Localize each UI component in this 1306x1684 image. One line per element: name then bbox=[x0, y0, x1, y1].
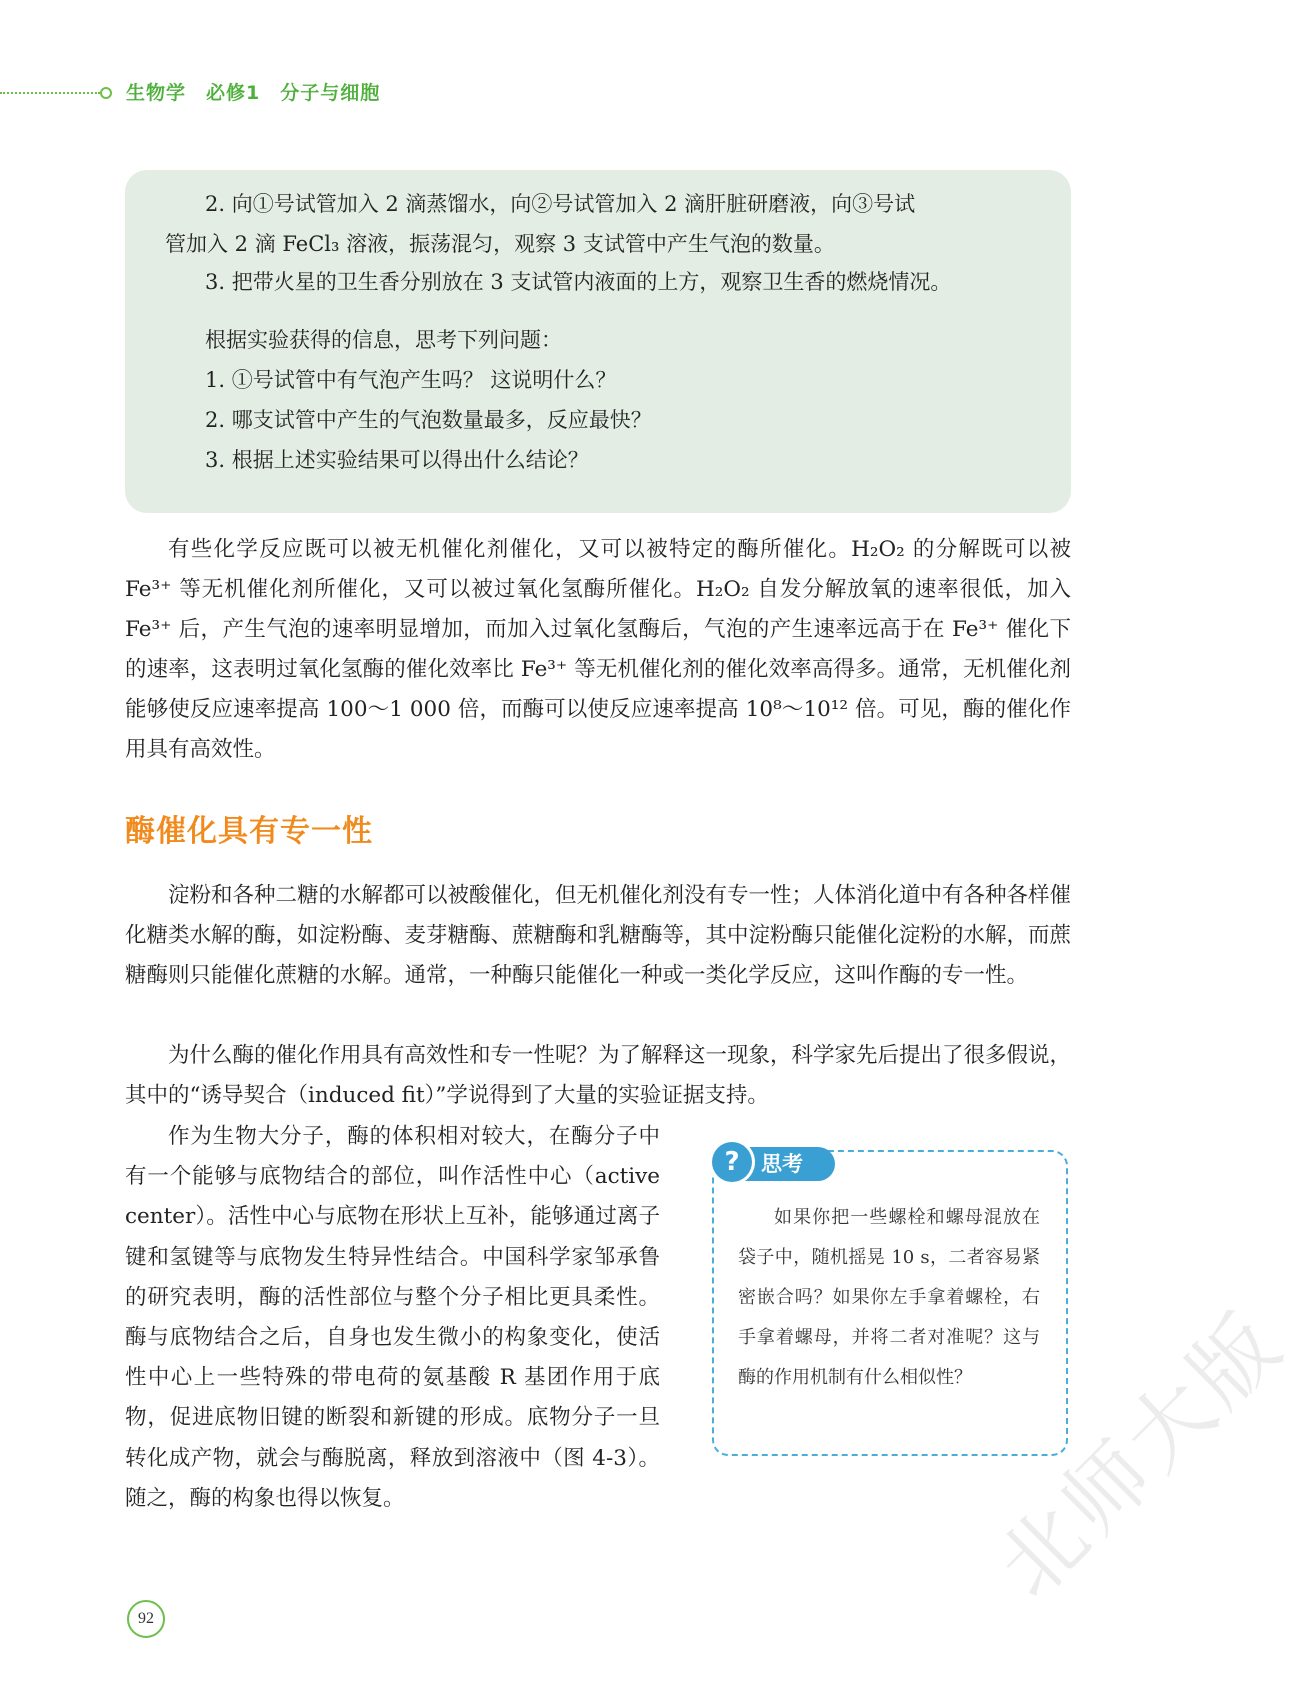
experiment-question: 1. ①号试管中有气泡产生吗？ 这说明什么？ bbox=[205, 368, 617, 392]
experiment-step2-line2: 管加入 2 滴 FeCl₃ 溶液，振荡混匀，观察 3 支试管中产生气泡的数量。 bbox=[165, 232, 835, 256]
page-number: 92 bbox=[127, 1600, 165, 1638]
experiment-box bbox=[125, 170, 1071, 513]
question-mark-icon: ? bbox=[712, 1142, 752, 1182]
watermark: 北师大版 bbox=[978, 1292, 1303, 1617]
page-header bbox=[0, 76, 700, 116]
experiment-question: 2. 哪支试管中产生的气泡数量最多，反应最快？ bbox=[205, 408, 652, 432]
think-label-text: 思考 bbox=[761, 1152, 803, 1176]
header-chapter-title: 分子与细胞 bbox=[280, 82, 381, 104]
experiment-step2-line1: 2. 向①号试管加入 2 滴蒸馏水，向②号试管加入 2 滴肝脏研磨液，向③号试 bbox=[205, 192, 916, 216]
paragraph-induced-fit: 为什么酶的催化作用具有高效性和专一性呢？为了解释这一现象，科学家先后提出了很多假说，其中的“诱导契合（induced fit）”学说得到了大量的实验证据支持。 bbox=[125, 1043, 1072, 1108]
experiment-question: 3. 根据上述实验结果可以得出什么结论？ bbox=[205, 448, 589, 472]
header-title bbox=[126, 78, 400, 105]
header-book: 生物学 bbox=[126, 82, 187, 104]
think-box-text: 如果你把一些螺栓和螺母混放在袋子中，随机摇晃 10 s，二者容易紧密嵌合吗？如果你左手拿着螺栓，右手拿着螺母，并将二者对准呢？这与酶的作用机制有什么相似性？ bbox=[738, 1207, 1040, 1388]
header-dotted-line bbox=[0, 92, 100, 94]
paragraph-specificity: 淀粉和各种二糖的水解都可以被酸催化，但无机催化剂没有专一性；人体消化道中有各种各样催化糖类水解的酶，如淀粉酶、麦芽糖酶、蔗糖酶和乳糖酶等，其中淀粉酶只能催化淀粉的水解，而蔗糖酶则只能催化蔗糖的水解。通常，一种酶只能催化一种或一类化学反应，这叫作酶的专一性。 bbox=[125, 883, 1072, 988]
experiment-prompt: 根据实验获得的信息，思考下列问题： bbox=[205, 328, 562, 352]
paragraph-active-center: 作为生物大分子，酶的体积相对较大，在酶分子中有一个能够与底物结合的部位，叫作活性中心（active center）。活性中心与底物在形状上互补，能够通过离子键和氢键等与底物发生特异性结合。中国科学家邹承鲁的研究表明，酶的活性部位与整个分子相比更具柔性。酶与底物结合之后，自身也发生微小的构象变化，使活性中心上一些特殊的带电荷的氨基酸 R 基团作用于底物，促进底物旧键的断裂和新键的形成。底物分子一旦转化成产物，就会与酶脱离，释放到溶液中（图 4-3）。随之，酶的构象也得以恢复。 bbox=[125, 1124, 660, 1511]
experiment-step3: 3. 把带火星的卫生香分别放在 3 支试管内液面的上方，观察卫生香的燃烧情况。 bbox=[205, 270, 952, 294]
paragraph-efficiency: 有些化学反应既可以被无机催化剂催化，又可以被特定的酶所催化。H₂O₂ 的分解既可以被 Fe³⁺ 等无机催化剂所催化，又可以被过氧化氢酶所催化。H₂O₂ 自发分解放氧的速率很低，加入 Fe³⁺ 后，产生气泡的速率明显增加，而加入过氧化氢酶后，气泡的产生速率远高于在 Fe³⁺ 催化下的速率，这表明过氧化氢酶的催化效率比 Fe³⁺ 等无机催化剂的催化效率高得多。通常，无机催化剂能够使反应速率提高 100～1 000 倍，而酶可以使反应速率提高 10⁸～10¹² 倍。可见，酶的催化作用具有高效性。 bbox=[125, 537, 1071, 762]
header-circle-icon bbox=[100, 87, 112, 99]
section-heading: 酶催化具有专一性 bbox=[125, 814, 373, 849]
header-volume: 必修1 bbox=[206, 82, 261, 104]
